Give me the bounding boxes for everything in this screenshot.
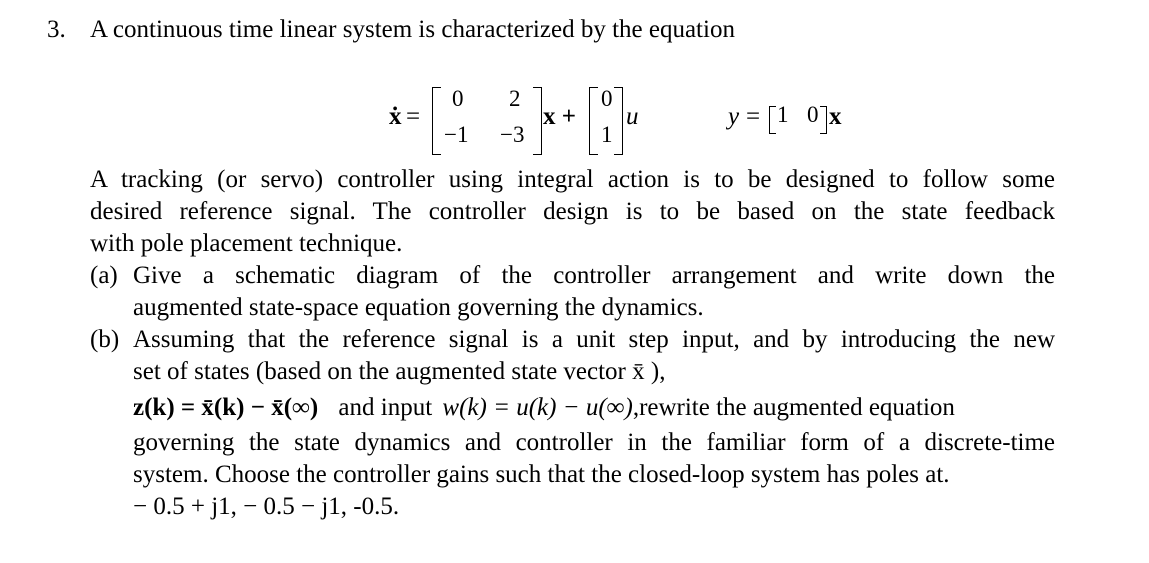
- part-b-line: system. Choose the controller gains such that the closed-loop system has poles at.: [133, 461, 950, 488]
- matrix-c-cell: 0: [807, 102, 819, 127]
- eq-rest: ,rewrite the augmented equation: [632, 394, 955, 421]
- part-a-label: (a): [90, 262, 118, 289]
- matrix-a-cell: −1: [444, 122, 469, 147]
- part-b-label: (b): [90, 326, 120, 353]
- matrix-a-cell: −3: [500, 122, 525, 147]
- part-a-line: augmented state-space equation governing the dynamics.: [133, 294, 704, 321]
- matrix-c-left-bracket: [769, 106, 776, 134]
- matrix-a-cell: 2: [509, 86, 521, 111]
- matrix-b-cell: 1: [601, 122, 613, 147]
- problem-number: 3.: [47, 16, 66, 43]
- matrix-a-left-bracket: [432, 87, 441, 155]
- matrix-b-right-bracket: [614, 87, 623, 155]
- eq-z: z(k) = x̄(k) − x̄(∞): [133, 394, 319, 421]
- output-equals: =: [746, 103, 761, 130]
- eq-and-input: and input: [338, 394, 433, 421]
- input-u: u: [626, 103, 639, 130]
- matrix-b-cell: 0: [601, 86, 613, 111]
- paragraph-line: A tracking (or servo) controller using integral action is to be designed to follow some: [90, 166, 1055, 193]
- paragraph-line: desired reference signal. The controller design is to be based on the state feedback: [90, 198, 1055, 225]
- matrix-a-right-bracket: [533, 87, 542, 155]
- matrix-a-cell: 0: [452, 86, 464, 111]
- matrix-b-left-bracket: [589, 87, 598, 155]
- part-a-line: Give a schematic diagram of the controller arrangement and write down the: [133, 262, 1055, 289]
- part-b-equation-line: [133, 392, 955, 424]
- problem-intro: A continuous time linear system is characterized by the equation: [90, 16, 735, 43]
- part-b-line: governing the state dynamics and controller in the familiar form of a discrete-time: [133, 429, 1055, 456]
- equals-sign: =: [406, 103, 421, 130]
- eq-w: w(k) = u(k) − u(∞): [442, 394, 633, 421]
- state-x: x: [829, 103, 842, 130]
- x-plus: x +: [543, 103, 576, 130]
- matrix-c-cell: 1: [777, 102, 789, 127]
- matrix-c-right-bracket: [820, 106, 827, 134]
- paragraph-line: with pole placement technique.: [90, 230, 403, 257]
- output-y: y: [728, 103, 740, 130]
- part-b-line: set of states (based on the augmented state vector x̄ ),: [133, 358, 666, 385]
- xdot-symbol: ẋ: [389, 103, 402, 130]
- part-b-line: Assuming that the reference signal is a unit step input, and by introducing the new: [133, 326, 1055, 353]
- part-b-poles: − 0.5 + j1, − 0.5 − j1, -0.5.: [133, 493, 400, 520]
